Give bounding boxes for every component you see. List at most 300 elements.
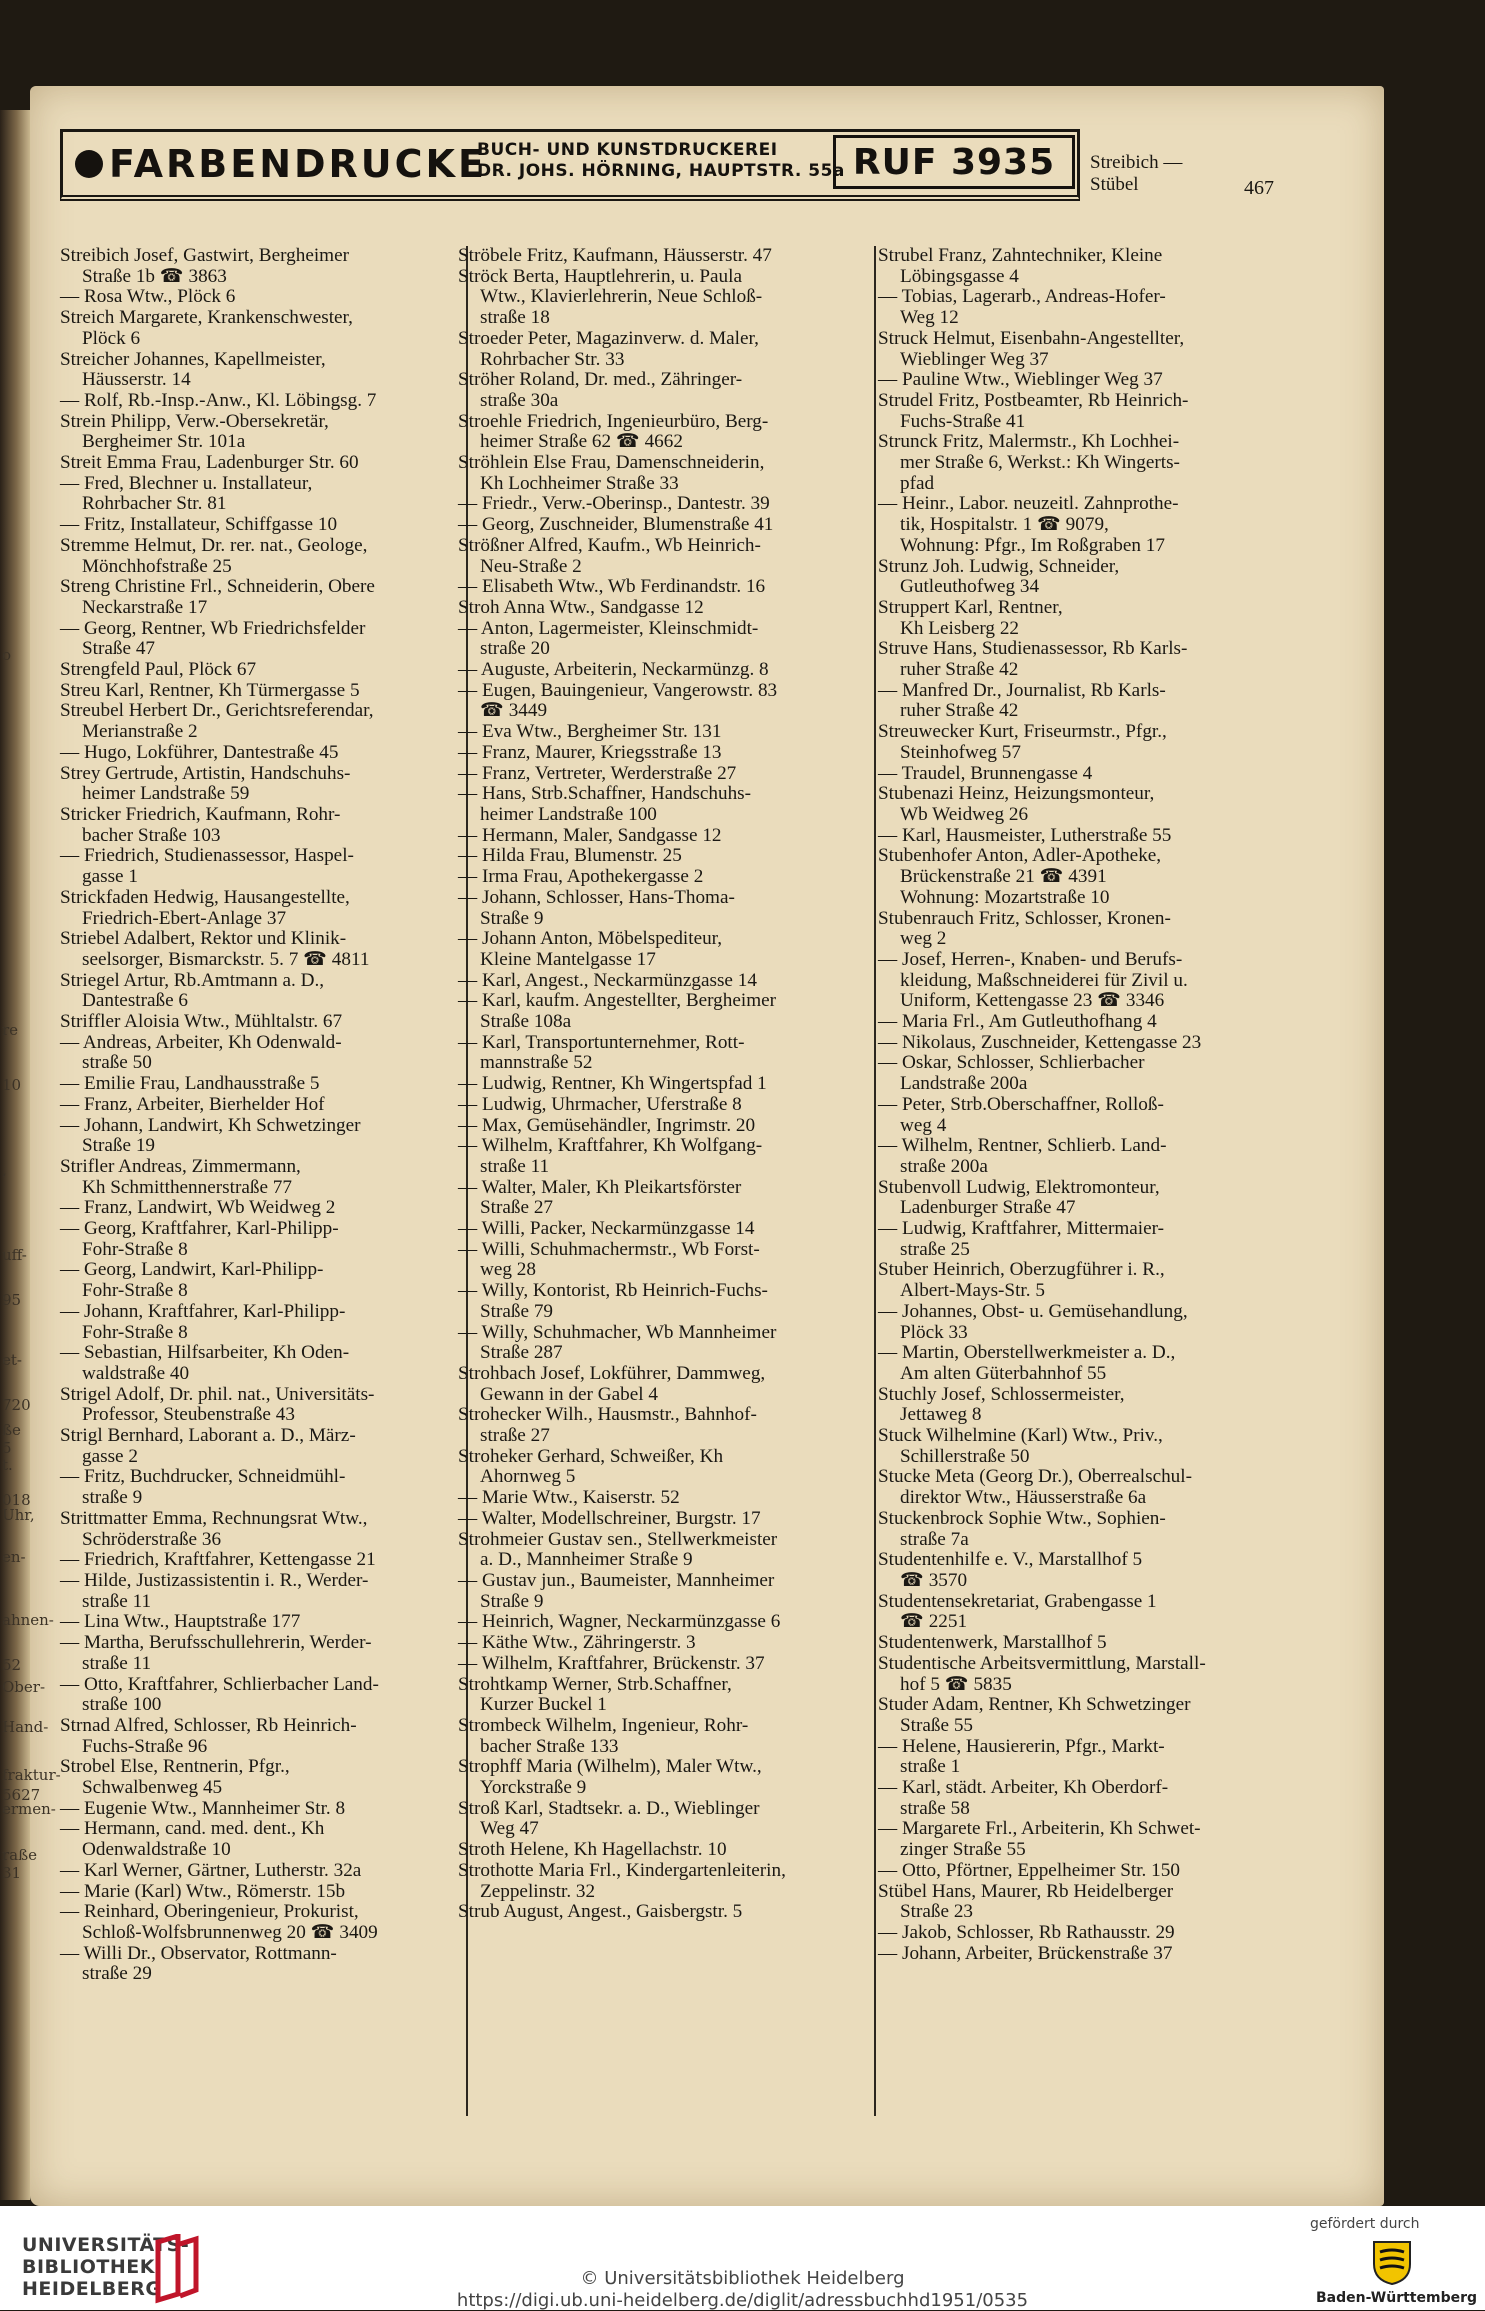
directory-entry	[878, 329, 1326, 370]
entry-continuation: straße 7a	[900, 1528, 969, 1550]
directory-entry	[458, 1716, 870, 1757]
directory-entry	[878, 1861, 1326, 1882]
directory-entry	[60, 701, 470, 742]
directory-entry	[878, 494, 1326, 556]
range-start: Streibich —	[1090, 152, 1183, 173]
margin-fragment: t.	[2, 1456, 13, 1474]
directory-entry	[60, 1198, 470, 1219]
entry-line: Strohmeier Gustav sen., Stellwerkmeister	[458, 1528, 778, 1550]
entry-continuation: straße 100	[82, 1694, 162, 1716]
page-range	[1090, 152, 1182, 196]
entry-continuation: Dantestraße 6	[82, 990, 189, 1012]
entry-continuation: Straße 19	[82, 1135, 156, 1157]
entry-line: — Wilhelm, Kraftfahrer, Brückenstr. 37	[458, 1652, 765, 1674]
directory-entry	[60, 1550, 470, 1571]
directory-entry	[878, 1012, 1326, 1033]
entry-line: Strifler Andreas, Zimmermann,	[60, 1155, 301, 1177]
directory-entry	[60, 577, 470, 618]
directory-entry	[458, 1861, 870, 1902]
directory-entry	[60, 1095, 470, 1116]
entry-continuation: Straße 1b ☎ 3863	[82, 265, 227, 287]
directory-entry	[878, 1592, 1326, 1633]
entry-continuation: Fohr-Straße 8	[82, 1280, 188, 1302]
directory-entry	[878, 1095, 1326, 1136]
directory-entry	[458, 1902, 870, 1923]
library-line-3: HEIDELBERG	[22, 2278, 162, 2300]
entry-line: Stroß Karl, Stadtsekr. a. D., Wieblinger	[458, 1797, 760, 1819]
entry-continuation: Kurzer Buckel 1	[480, 1694, 607, 1716]
directory-entry	[458, 1447, 870, 1488]
entry-line: — Fred, Blechner u. Installateur,	[60, 472, 313, 494]
directory-entry	[60, 1219, 470, 1260]
margin-fragment: ße 5	[2, 1421, 21, 1457]
entry-continuation: Kh Leisberg 22	[900, 617, 1020, 639]
entry-continuation: Schloß-Wolfsbrunnenweg 20 ☎ 3409	[82, 1921, 378, 1943]
entry-line: — Georg, Landwirt, Karl-Philipp-	[60, 1259, 324, 1281]
directory-entry	[878, 1944, 1326, 1965]
directory-entry	[60, 1509, 470, 1550]
directory-entry	[60, 1902, 470, 1943]
entry-line: — Martha, Berufsschullehrerin, Werder-	[60, 1632, 372, 1654]
entry-line: — Käthe Wtw., Zähringerstr. 3	[458, 1632, 696, 1654]
entry-continuation: straße 30a	[480, 389, 559, 411]
entry-line: Strey Gertrude, Artistin, Handschuhs-	[60, 762, 351, 784]
directory-entry	[60, 308, 470, 349]
directory-entry	[878, 432, 1326, 494]
entry-line: Strobel Else, Rentnerin, Pfgr.,	[60, 1756, 290, 1778]
entry-line: Streicher Johannes, Kapellmeister,	[60, 348, 326, 370]
entry-line: — Georg, Rentner, Wb Friedrichsfelder	[60, 617, 366, 639]
entry-line: — Karl, Transportunternehmer, Rott-	[458, 1031, 745, 1053]
directory-entry	[878, 1509, 1326, 1550]
entry-continuation: ☎ 2251	[900, 1611, 968, 1633]
directory-entry	[458, 494, 870, 515]
directory-entry	[60, 660, 470, 681]
entry-line: Streibich Josef, Gastwirt, Bergheimer	[60, 245, 349, 266]
entry-line: — Traudel, Brunnengasse 4	[878, 762, 1093, 784]
directory-entry	[60, 1861, 470, 1882]
directory-entry	[878, 1467, 1326, 1508]
left-margin-fragments	[0, 86, 61, 2206]
entry-line: — Emilie Frau, Landhausstraße 5	[60, 1073, 320, 1095]
entry-line: — Lina Wtw., Hauptstraße 177	[60, 1611, 301, 1633]
directory-entry	[458, 1571, 870, 1612]
entry-continuation: bacher Straße 133	[480, 1735, 619, 1757]
entry-continuation: Straße 9	[480, 1590, 544, 1612]
entry-line: — Johann, Kraftfahrer, Karl-Philipp-	[60, 1300, 346, 1322]
directory-entry	[60, 474, 470, 515]
directory-entry	[878, 370, 1326, 391]
publisher-line-2: DR. JOHS. HÖRNING, HAUPTSTR. 55a	[477, 161, 845, 181]
entry-continuation: kleidung, Maßschneiderei für Zivil u.	[900, 969, 1188, 991]
entry-line: — Johann, Schlosser, Hans-Thoma-	[458, 886, 735, 908]
directory-entry	[878, 1654, 1326, 1695]
entry-line: Stuchly Josef, Schlossermeister,	[878, 1383, 1125, 1405]
entry-line: Stremme Helmut, Dr. rer. nat., Geologe,	[60, 534, 368, 556]
entry-continuation: Fuchs-Straße 41	[900, 410, 1026, 432]
entry-continuation: Häusserstr. 14	[82, 369, 191, 391]
margin-fragment: ,	[2, 1161, 7, 1179]
entry-continuation: straße 200a	[900, 1155, 988, 1177]
directory-entry	[60, 1012, 470, 1033]
directory-entry	[60, 287, 470, 308]
entry-line: Strein Philipp, Verw.-Obersekretär,	[60, 410, 329, 432]
directory-entry	[878, 639, 1326, 680]
directory-entry	[878, 1033, 1326, 1054]
directory-entry	[878, 1737, 1326, 1778]
entry-line: — Nikolaus, Zuschneider, Kettengasse 23	[878, 1031, 1202, 1053]
directory-entry	[458, 246, 870, 267]
directory-entry	[60, 888, 470, 929]
entry-line: — Johann, Arbeiter, Brückenstraße 37	[878, 1942, 1173, 1964]
entry-continuation: Plöck 6	[82, 327, 141, 349]
entry-continuation: straße 18	[480, 307, 550, 329]
entry-continuation: Weg 12	[900, 307, 959, 329]
entry-line: — Karl, Hausmeister, Lutherstraße 55	[878, 824, 1172, 846]
entry-line: — Johannes, Obst- u. Gemüsehandlung,	[878, 1300, 1188, 1322]
source-url[interactable]: https://digi.ub.uni-heidelberg.de/diglit/adressbuchhd1951/0535	[456, 2290, 1029, 2311]
directory-entry	[60, 246, 470, 287]
entry-continuation: Kleine Mantelgasse 17	[480, 948, 656, 970]
entry-line: — Karl, städt. Arbeiter, Kh Oberdorf-	[878, 1777, 1169, 1799]
entry-continuation: mannstraße 52	[480, 1052, 593, 1074]
entry-line: — Anton, Lagermeister, Kleinschmidt-	[458, 617, 759, 639]
entry-line: — Maria Frl., Am Gutleuthofhang 4	[878, 1011, 1157, 1033]
entry-line: Striebel Adalbert, Rektor und Klinik-	[60, 928, 347, 950]
entry-continuation: zinger Straße 55	[900, 1839, 1026, 1861]
entry-continuation: mer Straße 6, Werkst.: Kh Wingerts-	[900, 452, 1180, 474]
directory-column-1	[60, 246, 470, 1985]
directory-entry	[60, 764, 470, 805]
directory-entry	[60, 391, 470, 412]
entry-continuation: Fuchs-Straße 96	[82, 1735, 208, 1757]
column-divider	[874, 246, 876, 2116]
entry-line: — Karl Werner, Gärtner, Lutherstr. 32a	[60, 1859, 362, 1881]
directory-entry	[878, 598, 1326, 639]
entry-continuation: Jettaweg 8	[900, 1404, 982, 1426]
entry-line: — Walter, Modellschreiner, Burgstr. 17	[458, 1507, 761, 1529]
entry-continuation: Mönchhofstraße 25	[82, 555, 232, 577]
entry-continuation: Yorckstraße 9	[480, 1777, 587, 1799]
entry-line: — Otto, Kraftfahrer, Schlierbacher Land-	[60, 1673, 379, 1695]
entry-continuation: Rohrbacher Str. 81	[82, 493, 227, 515]
entry-continuation: heimer Landstraße 100	[480, 803, 657, 825]
entry-continuation: Fohr-Straße 8	[82, 1238, 188, 1260]
directory-entry	[458, 1654, 870, 1675]
directory-entry	[878, 950, 1326, 1012]
directory-entry	[60, 681, 470, 702]
entry-line: Strub August, Angest., Gaisbergstr. 5	[458, 1901, 743, 1923]
directory-entry	[458, 784, 870, 825]
directory-entry	[60, 1343, 470, 1384]
entry-continuation: heimer Straße 62 ☎ 4662	[480, 431, 683, 453]
entry-continuation: Wtw., Klavierlehrerin, Neue Schloß-	[480, 286, 763, 308]
directory-entry	[60, 805, 470, 846]
entry-line: Streuwecker Kurt, Friseurmstr., Pfgr.,	[878, 721, 1167, 743]
directory-entry	[60, 453, 470, 474]
directory-entry	[458, 1840, 870, 1861]
entry-line: Stroehle Friedrich, Ingenieurbüro, Berg-	[458, 410, 769, 432]
directory-entry	[878, 1136, 1326, 1177]
entry-continuation: Landstraße 200a	[900, 1073, 1028, 1095]
entry-line: — Heinr., Labor. neuzeitl. Zahnprothe-	[878, 493, 1179, 515]
entry-line: — Fritz, Installateur, Schiffgasse 10	[60, 514, 338, 536]
entry-line: — Friedrich, Studienassessor, Haspel-	[60, 845, 354, 867]
directory-entry	[878, 722, 1326, 763]
entry-line: Ströher Roland, Dr. med., Zähringer-	[458, 369, 743, 391]
directory-entry	[458, 660, 870, 681]
directory-entry	[458, 867, 870, 888]
entry-continuation: Schröderstraße 36	[82, 1528, 222, 1550]
entry-continuation: straße 27	[480, 1425, 550, 1447]
publisher-line-1: BUCH- UND KUNSTDRUCKEREI	[477, 140, 778, 160]
entry-line: Streng Christine Frl., Schneiderin, Obere	[60, 576, 375, 598]
entry-line: Strohbach Josef, Lokführer, Dammweg,	[458, 1362, 766, 1384]
entry-line: — Willy, Kontorist, Rb Heinrich-Fuchs-	[458, 1280, 768, 1302]
entry-line: — Elisabeth Wtw., Wb Ferdinandstr. 16	[458, 576, 766, 598]
entry-line: — Martin, Oberstellwerkmeister a. D.,	[878, 1342, 1176, 1364]
entry-line: — Wilhelm, Rentner, Schlierb. Land-	[878, 1135, 1167, 1157]
directory-entry	[458, 453, 870, 494]
entry-line: — Marie Wtw., Kaiserstr. 52	[458, 1487, 680, 1509]
directory-entry	[458, 1323, 870, 1364]
entry-line: Streu Karl, Rentner, Kh Türmergasse 5	[60, 679, 360, 701]
entry-continuation: Am alten Güterbahnhof 55	[900, 1362, 1107, 1384]
entry-line: Streich Margarete, Krankenschwester,	[60, 307, 353, 329]
directory-entry	[878, 391, 1326, 432]
entry-line: Strigl Bernhard, Laborant a. D., März-	[60, 1425, 356, 1447]
state-name: Baden-Württemberg	[1316, 2290, 1478, 2306]
entry-continuation: Gewann in der Gabel 4	[480, 1383, 658, 1405]
directory-entry	[60, 1571, 470, 1612]
entry-line: Strohecker Wilh., Hausmstr., Bahnhof-	[458, 1404, 757, 1426]
margin-fragment: Ober-	[2, 1678, 46, 1696]
directory-entry	[878, 1343, 1326, 1384]
entry-continuation: waldstraße 40	[82, 1362, 190, 1384]
directory-entry	[458, 846, 870, 867]
entry-continuation: Odenwaldstraße 10	[82, 1839, 231, 1861]
entry-line: — Hilda Frau, Blumenstr. 25	[458, 845, 682, 867]
directory-entry	[458, 1757, 870, 1798]
directory-entry	[60, 619, 470, 660]
entry-line: — Hermann, cand. med. dent., Kh	[60, 1818, 325, 1840]
entry-continuation: Schillerstraße 50	[900, 1445, 1030, 1467]
directory-entry	[60, 1716, 470, 1757]
entry-continuation: hof 5 ☎ 5835	[900, 1673, 1012, 1695]
entry-continuation: pfad	[900, 472, 935, 494]
entry-line: — Ludwig, Kraftfahrer, Mittermaier-	[878, 1218, 1165, 1240]
entry-line: Stroeder Peter, Magazinverw. d. Maler,	[458, 327, 759, 349]
directory-entry	[60, 1116, 470, 1157]
library-line-1: UNIVERSITÄTS-	[22, 2234, 190, 2256]
directory-entry	[458, 764, 870, 785]
entry-line: — Johann Anton, Möbelspediteur,	[458, 928, 723, 950]
directory-entry	[878, 1219, 1326, 1260]
margin-fragment: en-	[2, 1548, 26, 1566]
entry-continuation: Wb Weidweg 26	[900, 803, 1029, 825]
entry-continuation: weg 28	[480, 1259, 536, 1281]
viewer-footer	[0, 2206, 1485, 2310]
entry-line: — Friedr., Verw.-Oberinsp., Dantestr. 39	[458, 493, 770, 515]
entry-continuation: Gutleuthofweg 34	[900, 576, 1040, 598]
entry-line: Strudel Fritz, Postbeamter, Rb Heinrich-	[878, 389, 1189, 411]
entry-line: — Helene, Hausiererin, Pfgr., Markt-	[878, 1735, 1165, 1757]
entry-line: Strunz Joh. Ludwig, Schneider,	[878, 555, 1120, 577]
entry-line: Stubenvoll Ludwig, Elektromonteur,	[878, 1176, 1160, 1198]
entry-line: — Walter, Maler, Kh Pleikartsförster	[458, 1176, 742, 1198]
directory-entry	[458, 1033, 870, 1074]
directory-entry	[878, 287, 1326, 328]
directory-entry	[60, 929, 470, 970]
entry-line: Stucke Meta (Georg Dr.), Oberrealschul-	[878, 1466, 1192, 1488]
directory-entry	[60, 1074, 470, 1095]
directory-entry	[458, 1612, 870, 1633]
library-line-2: BIBLIOTHEK	[22, 2256, 155, 2278]
entry-line: — Georg, Kraftfahrer, Karl-Philipp-	[60, 1218, 339, 1240]
entry-continuation: Straße 27	[480, 1197, 554, 1219]
directory-entry	[878, 681, 1326, 722]
entry-line: Struck Helmut, Eisenbahn-Angestellter,	[878, 327, 1185, 349]
entry-continuation: straße 25	[900, 1238, 970, 1260]
margin-fragment: 720	[2, 1396, 31, 1414]
directory-entry	[458, 681, 870, 722]
directory-entry	[458, 619, 870, 660]
entry-line: — Eugen, Bauingenieur, Vangerowstr. 83	[458, 679, 778, 701]
entry-line: — Ludwig, Uhrmacher, Uferstraße 8	[458, 1093, 742, 1115]
directory-entry	[60, 1675, 470, 1716]
entry-line: — Wilhelm, Kraftfahrer, Kh Wolfgang-	[458, 1135, 763, 1157]
entry-line: Strophff Maria (Wilhelm), Maler Wtw.,	[458, 1756, 762, 1778]
entry-continuation: gasse 2	[82, 1445, 138, 1467]
directory-entry	[458, 1675, 870, 1716]
entry-continuation: Friedrich-Ebert-Anlage 37	[82, 907, 287, 929]
entry-line: — Sebastian, Hilfsarbeiter, Kh Oden-	[60, 1342, 350, 1364]
directory-entry	[458, 329, 870, 370]
directory-entry	[878, 1923, 1326, 1944]
entry-line: — Irma Frau, Apothekergasse 2	[458, 866, 704, 888]
entry-line: — Pauline Wtw., Wieblinger Weg 37	[878, 369, 1163, 391]
directory-entry	[60, 1757, 470, 1798]
entry-continuation: a. D., Mannheimer Straße 9	[480, 1549, 693, 1571]
directory-entry	[60, 412, 470, 453]
entry-continuation: Merianstraße 2	[82, 721, 198, 743]
directory-entry	[878, 1550, 1326, 1591]
entry-continuation: straße 11	[480, 1155, 550, 1177]
entry-line: — Franz, Landwirt, Wb Weidweg 2	[60, 1197, 336, 1219]
entry-continuation: Straße 287	[480, 1342, 563, 1364]
entry-continuation: bacher Straße 103	[82, 824, 221, 846]
advert-publisher	[477, 140, 845, 182]
directory-entry	[60, 971, 470, 1012]
margin-fragment: re	[2, 1021, 19, 1039]
directory-entry	[458, 888, 870, 929]
entry-continuation: Rohrbacher Str. 33	[480, 348, 625, 370]
directory-entry	[60, 536, 470, 577]
entry-line: Stuber Heinrich, Oberzugführer i. R.,	[878, 1259, 1165, 1281]
directory-entry	[60, 1467, 470, 1508]
directory-entry	[458, 1509, 870, 1530]
directory-entry	[878, 1302, 1326, 1343]
entry-continuation: Uniform, Kettengasse 23 ☎ 3346	[900, 990, 1165, 1012]
funded-by-label: gefördert durch	[1310, 2216, 1420, 2232]
margin-fragment: 52	[2, 1656, 22, 1674]
directory-entry	[878, 1426, 1326, 1467]
header-advert-box	[60, 129, 1080, 201]
entry-line: — Hugo, Lokführer, Dantestraße 45	[60, 741, 339, 763]
entry-line: — Tobias, Lagerarb., Andreas-Hofer-	[878, 286, 1166, 308]
directory-entry	[458, 1633, 870, 1654]
entry-line: — Franz, Vertreter, Werderstraße 27	[458, 762, 737, 784]
directory-entry	[878, 1053, 1326, 1094]
directory-entry	[60, 1302, 470, 1343]
margin-fragment: fraktur-	[2, 1766, 61, 1784]
advert-phone: RUF 3935	[833, 135, 1075, 189]
margin-fragment: 5627	[2, 1786, 41, 1804]
directory-entry	[60, 1426, 470, 1467]
entry-line: Stubenrauch Fritz, Schlosser, Kronen-	[878, 907, 1171, 929]
entry-line: — Josef, Herren-, Knaben- und Berufs-	[878, 948, 1183, 970]
directory-entry	[458, 929, 870, 970]
entry-continuation: straße 29	[82, 1963, 152, 1985]
entry-line: — Jakob, Schlosser, Rb Rathausstr. 29	[878, 1921, 1175, 1943]
entry-continuation: straße 1	[900, 1756, 961, 1778]
entry-continuation: Neu-Straße 2	[480, 555, 582, 577]
entry-line: — Auguste, Arbeiterin, Neckarmünzg. 8	[458, 659, 769, 681]
entry-line: Stroheker Gerhard, Schweißer, Kh	[458, 1445, 724, 1467]
directory-entry	[60, 846, 470, 887]
entry-continuation: Ahornweg 5	[480, 1466, 576, 1488]
entry-line: — Willy, Schuhmacher, Wb Mannheimer	[458, 1321, 777, 1343]
entry-line: — Johann, Landwirt, Kh Schwetzinger	[60, 1114, 361, 1136]
entry-line: — Manfred Dr., Journalist, Rb Karls-	[878, 679, 1166, 701]
entry-continuation: Schwalbenweg 45	[82, 1777, 223, 1799]
directory-entry	[878, 246, 1326, 287]
entry-line: Strittmatter Emma, Rechnungsrat Wtw.,	[60, 1507, 368, 1529]
entry-line: — Gustav jun., Baumeister, Mannheimer	[458, 1570, 775, 1591]
margin-fragment: et-	[2, 1351, 22, 1369]
directory-entry	[458, 722, 870, 743]
directory-page	[30, 86, 1384, 2206]
directory-entry	[458, 515, 870, 536]
entry-line: — Heinrich, Wagner, Neckarmünzgasse 6	[458, 1611, 781, 1633]
entry-continuation: tik, Hospitalstr. 1 ☎ 9079,	[900, 514, 1109, 536]
advert-brand-text: FARBENDRUCKE	[109, 142, 487, 186]
entry-line: — Hans, Strb.Schaffner, Handschuhs-	[458, 783, 752, 805]
entry-line: Streubel Herbert Dr., Gerichtsreferendar,	[60, 700, 374, 722]
directory-entry	[458, 1364, 870, 1405]
entry-continuation: Kh Lochheimer Straße 33	[480, 472, 679, 494]
entry-line: — Ludwig, Rentner, Kh Wingertspfad 1	[458, 1073, 767, 1095]
directory-entry	[878, 784, 1326, 825]
entry-line: Striegel Artur, Rb.Amtmann a. D.,	[60, 969, 325, 991]
entry-continuation: straße 11	[82, 1652, 152, 1674]
range-end: Stübel	[1090, 174, 1139, 195]
entry-continuation: Weg 47	[480, 1818, 539, 1840]
entry-continuation: Professor, Steubenstraße 43	[82, 1404, 295, 1426]
directory-entry	[458, 1405, 870, 1446]
directory-entry	[60, 1633, 470, 1674]
directory-entry	[458, 991, 870, 1032]
entry-line: Studentenwerk, Marstallhof 5	[878, 1632, 1107, 1654]
directory-entry	[60, 1612, 470, 1633]
margin-fragment: uff-	[2, 1246, 27, 1264]
entry-line: Strothotte Maria Frl., Kindergartenleiterin,	[458, 1859, 786, 1881]
entry-line: Strunck Fritz, Malermstr., Kh Lochhei-	[878, 431, 1180, 453]
entry-line: Strombeck Wilhelm, Ingenieur, Rohr-	[458, 1714, 749, 1736]
entry-continuation: heimer Landstraße 59	[82, 783, 250, 805]
entry-continuation: Wohnung: Mozartstraße 10	[900, 886, 1110, 908]
directory-entry	[878, 1260, 1326, 1301]
